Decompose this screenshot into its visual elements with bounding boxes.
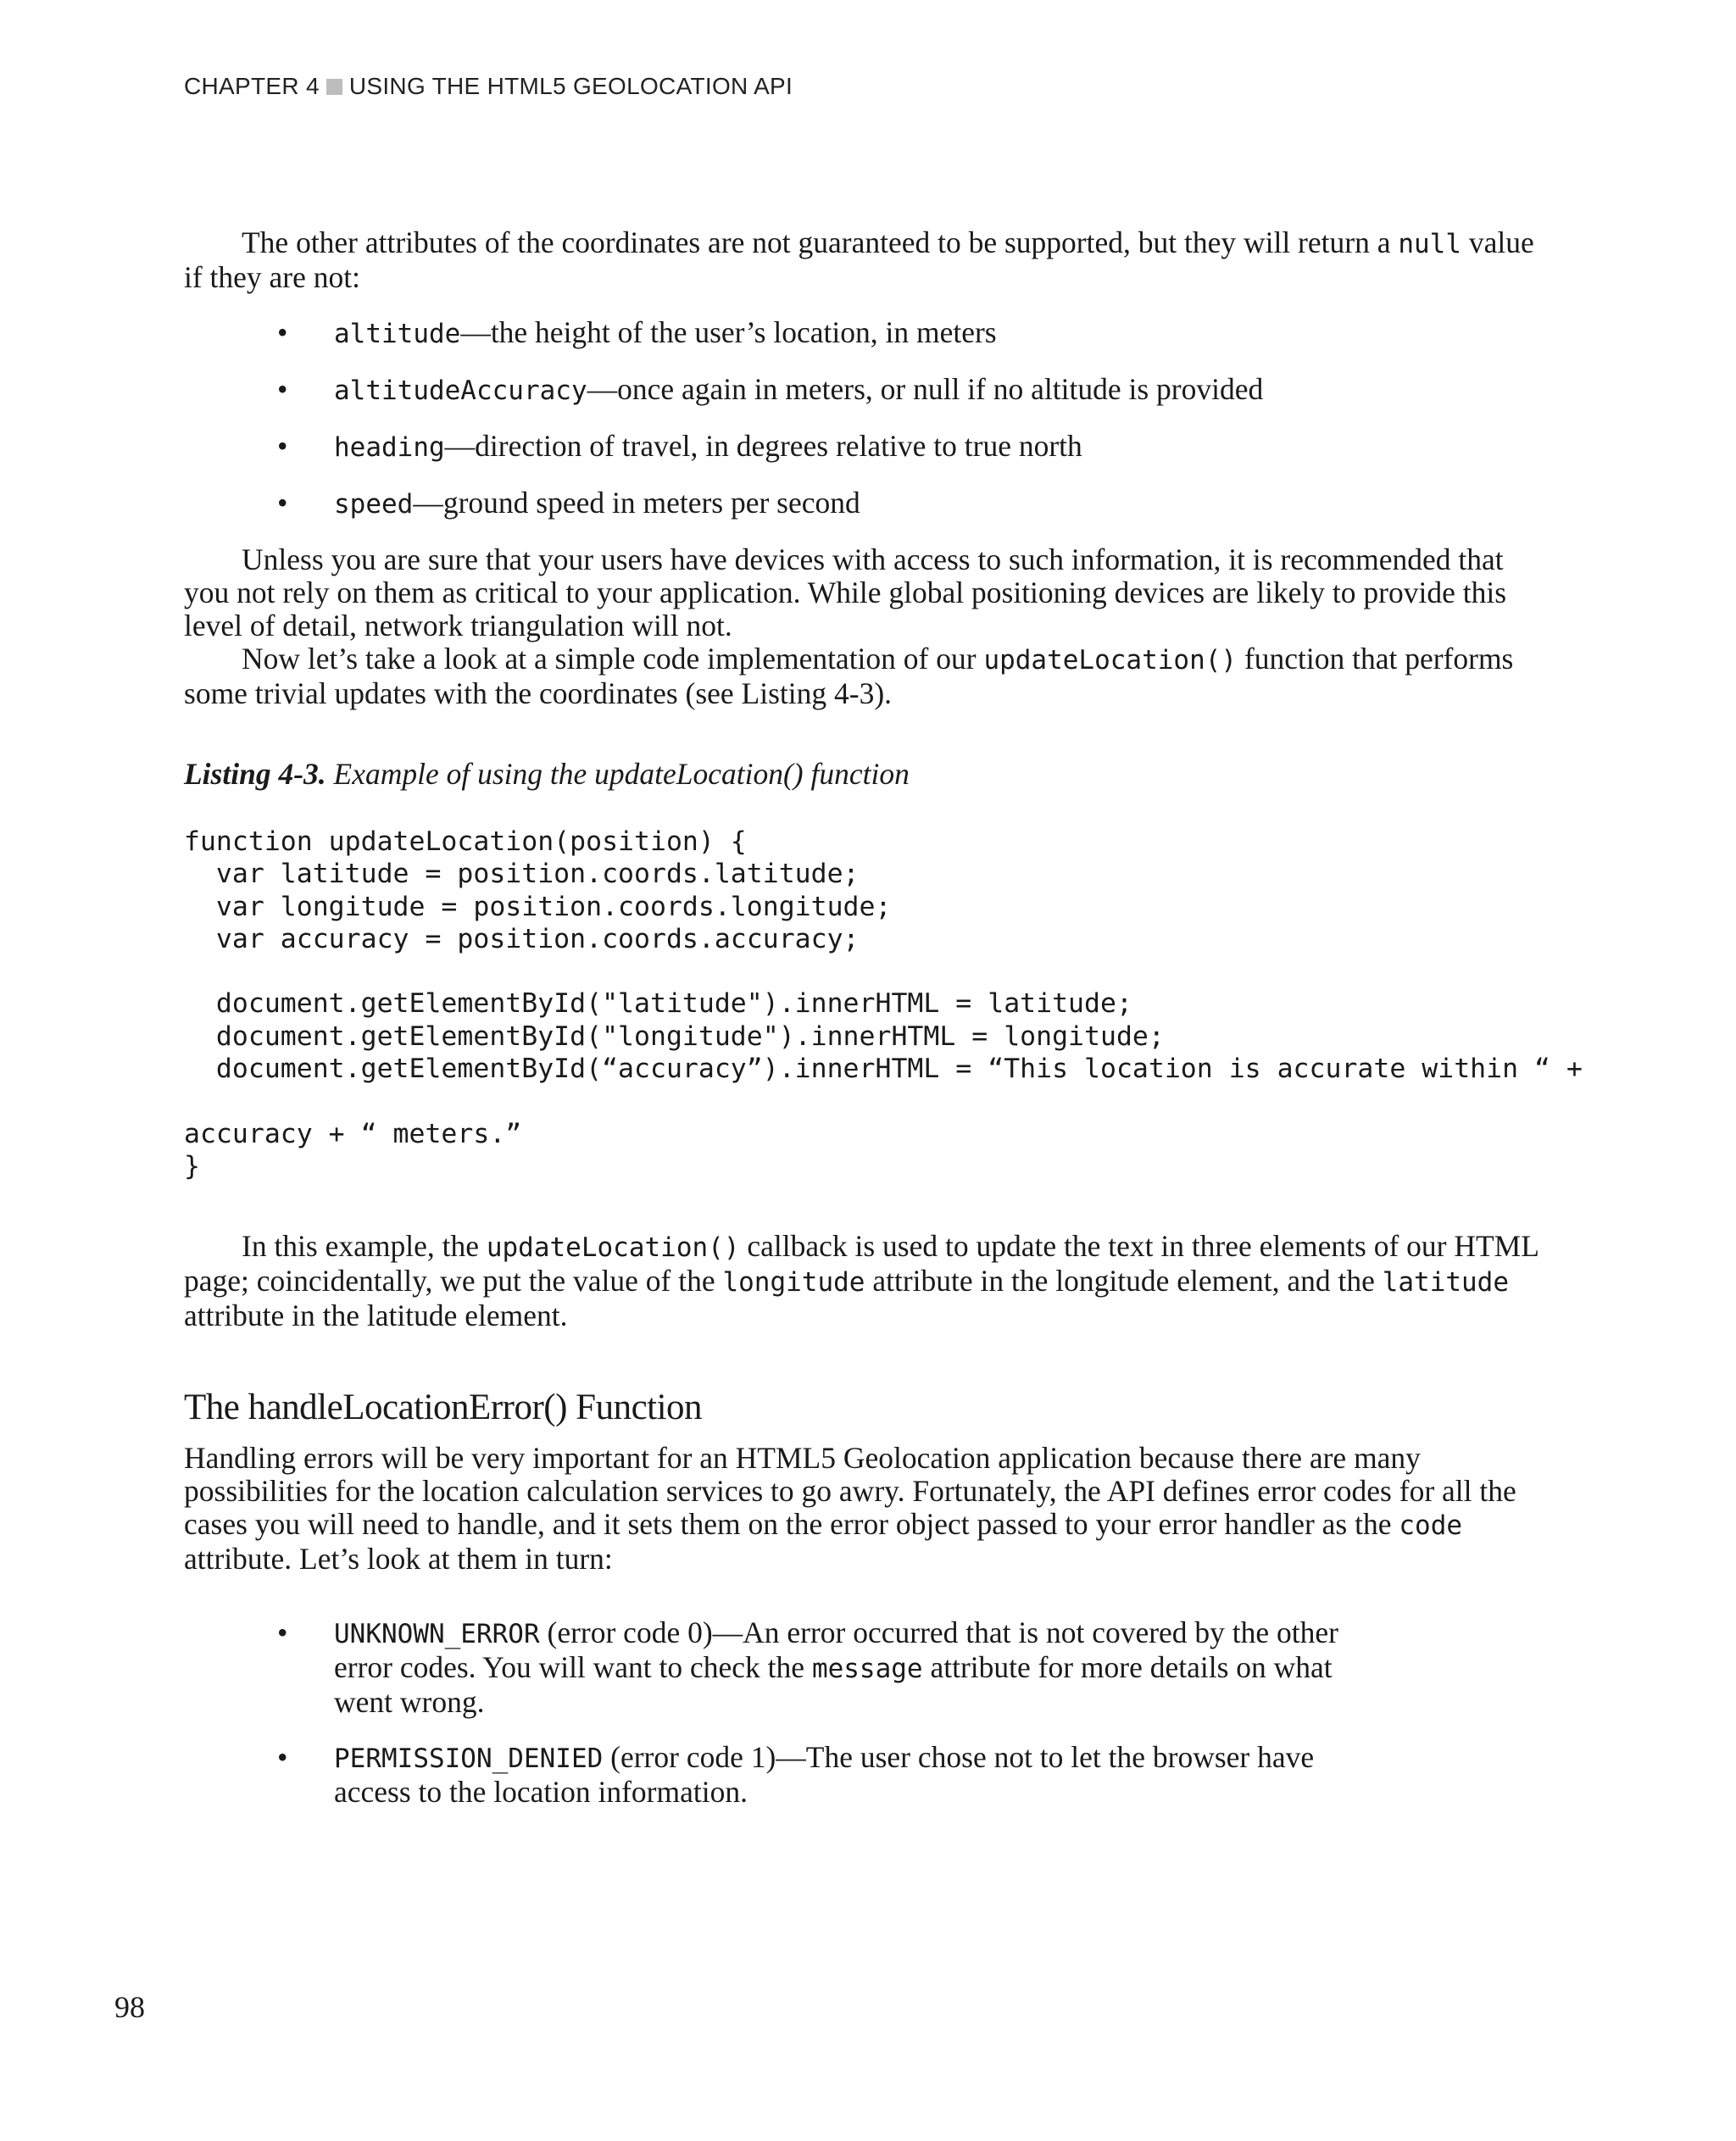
inline-code: updateLocation() — [486, 1232, 740, 1264]
text: —ground speed in meters per second — [413, 486, 860, 520]
paragraph-reliability: Unless you are sure that your users have devices with access to such information, it is recommended that you not rely on them as critical to your application. While global positioning devices are likely to provide this level of detail, network triangulation will not. — [184, 542, 1507, 642]
text: In this example, the — [242, 1229, 487, 1264]
paragraph-coords-attributes — [184, 226, 1540, 294]
inline-code: latitude — [1382, 1267, 1510, 1299]
text: (error code 1)—The user chose not to let the browser have access to the location information. — [334, 1740, 1315, 1810]
text: —the height of the user’s location, in meters — [460, 315, 997, 349]
attribute-list — [184, 316, 1540, 521]
text: attribute in the longitude element, and the — [865, 1264, 1383, 1299]
text: attribute. Let’s look at them in turn: — [184, 1542, 613, 1577]
inline-code: null — [1398, 229, 1461, 259]
chapter-label: CHAPTER 4 — [184, 73, 320, 99]
bullet-icon: • — [277, 372, 288, 406]
text: attribute for more details on what went wrong. — [334, 1650, 1333, 1720]
paragraph-error-handling — [184, 1442, 1540, 1576]
text: attribute in the latitude element. — [184, 1299, 568, 1333]
text: callback is used to update the text in three elements of our HTML page; coincidentally, we put the value of the — [184, 1229, 1538, 1299]
section-heading: The handleLocationError() Function — [184, 1387, 703, 1428]
square-divider-icon — [326, 79, 342, 95]
chapter-title: USING THE HTML5 GEOLOCATION API — [348, 73, 793, 99]
page-number: 98 — [114, 1990, 145, 2024]
text: Now let’s take a look at a simple code implementation of our — [242, 642, 984, 676]
text: value if they are not: — [184, 225, 1534, 294]
inline-code: heading — [334, 432, 445, 463]
code-listing: function updateLocation(position) { var latitude = position.coords.latitude; var longitude = position.coords.longitude; var accuracy = position.coords.accuracy; document.getElementById("latitude").innerHTML = latitude; document.getElementById("longitude").innerHTML = longitude; document.getElementById(“accuracy”).innerHTML = “This location is accurate within “ + accuracy + “ meters.” } — [184, 826, 1583, 1182]
inline-code: altitudeAccuracy — [334, 375, 587, 406]
list-item — [184, 1741, 1396, 1809]
paragraph-implementation — [184, 642, 1540, 710]
text: (error code 0)—An error occurred that is not covered by the other error codes. You will want to check the — [334, 1615, 1338, 1685]
listing-label: Listing 4-3. — [184, 757, 326, 791]
text: —direction of travel, in degrees relative to true north — [444, 429, 1082, 463]
bullet-icon: • — [277, 1615, 288, 1650]
bullet-icon: • — [277, 486, 288, 520]
inline-code: longitude — [722, 1267, 865, 1299]
list-item — [184, 1616, 1396, 1719]
list-item — [184, 430, 1540, 464]
listing-caption-text: Example of using the updateLocation() function — [326, 757, 910, 791]
inline-code: UNKNOWN_ERROR — [334, 1619, 540, 1650]
text: The other attributes of the coordinates are not guaranteed to be supported, but they will return a — [242, 225, 1399, 259]
error-code-list — [184, 1616, 1396, 1809]
bullet-icon: • — [277, 429, 288, 463]
inline-code: speed — [334, 489, 414, 520]
text: function that performs some trivial updates with the coordinates (see Listing 4-3). — [184, 642, 1514, 710]
listing-caption — [184, 758, 1540, 791]
paragraph-example-explanation — [184, 1230, 1540, 1332]
list-item — [184, 316, 1540, 351]
text: —once again in meters, or null if no altitude is provided — [587, 372, 1264, 406]
bullet-icon: • — [277, 315, 288, 349]
inline-code: message — [811, 1654, 923, 1685]
inline-code: altitude — [334, 319, 461, 349]
inline-code: PERMISSION_DENIED — [334, 1743, 604, 1775]
inline-code: updateLocation() — [983, 645, 1238, 676]
list-item — [184, 373, 1540, 408]
page-body — [184, 225, 1583, 1810]
list-item — [184, 487, 1540, 521]
text: Handling errors will be very important for an HTML5 Geolocation application because there are many possibilities for the location calculation services to go awry. Fortunately, the API defines error codes for all the cases you will need to handle, and it sets them on the error object passed to your error handler as the — [184, 1441, 1516, 1542]
inline-code: code — [1399, 1510, 1463, 1542]
bullet-icon: • — [277, 1740, 288, 1775]
running-header — [184, 73, 793, 100]
